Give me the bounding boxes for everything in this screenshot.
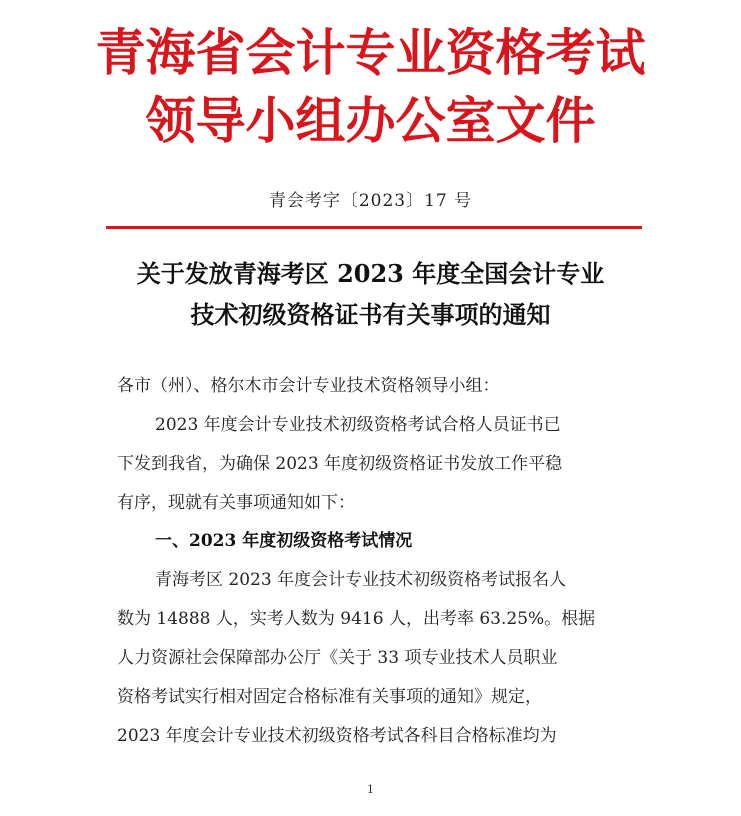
paragraph-line: 资格考试实行相对固定合格标准有关事项的通知》规定， — [117, 687, 542, 707]
paragraph-line: 下发到我省，为确保 2023 年度初级资格证书发放工作平稳 — [117, 454, 563, 474]
paragraph-line: 2023 年度会计专业技术初级资格考试各科目合格标准均为 — [117, 726, 557, 746]
paragraph-line: 人力资源社会保障部办公厅《关于 33 项专业技术人员职业 — [117, 648, 558, 668]
page-number: 1 — [367, 783, 374, 796]
salutation: 各市（州）、格尔木市会计专业技术资格领导小组： — [117, 376, 500, 396]
paragraph-line: 数为 14888 人，实考人数为 9416 人，出考率 63.25%。根据 — [117, 609, 596, 629]
paragraph-line: 青海考区 2023 年度会计专业技术初级资格考试报名人 — [155, 570, 567, 590]
notice-title-line1: 关于发放青海考区 2023 年度全国会计专业 — [136, 259, 605, 288]
org-title-line1: 青海省会计专业资格考试 — [95, 23, 646, 82]
paragraph-line: 有序，现就有关事项通知如下： — [117, 493, 355, 513]
red-divider-line — [106, 226, 642, 229]
section-heading: 一、2023 年度初级资格考试情况 — [155, 531, 413, 551]
notice-title-line2: 技术初级资格证书有关事项的通知 — [190, 300, 551, 329]
document-number: 青会考字〔2023〕17 号 — [268, 191, 473, 211]
org-title-line2: 领导小组办公室文件 — [145, 91, 596, 150]
paragraph-line: 2023 年度会计专业技术初级资格考试合格人员证书已 — [155, 415, 561, 435]
